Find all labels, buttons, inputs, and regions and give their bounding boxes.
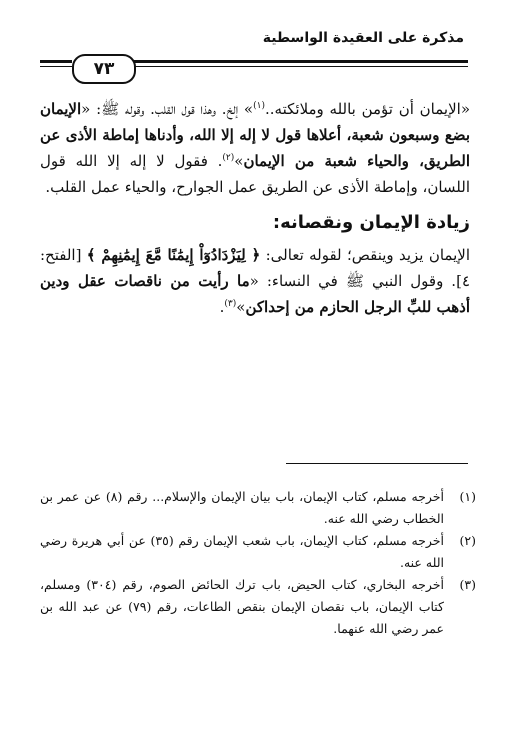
footnote-ref-1[interactable]: (١) — [253, 101, 265, 111]
text-run: الإيمان يزيد وينقص؛ لقوله تعالى: — [260, 246, 470, 264]
header-rule-left-thin — [40, 66, 72, 67]
paragraph-increase-decrease — [40, 242, 470, 320]
text-run: » — [236, 298, 246, 316]
text-run: «الإيمان أن تؤمن بالله وملائكته.. — [265, 100, 470, 118]
text-run: » إلخ. وهذا قول القلب. وقوله ﷺ: « — [81, 100, 254, 118]
header-rule-right-thin — [134, 66, 468, 67]
footnote-separator — [286, 463, 468, 464]
footnote-item — [40, 530, 476, 574]
footnote-text: أخرجه مسلم، كتاب الإيمان، باب بيان الإيمان والإسلام... رقم (٨) عن عمر بن الخطاب رضي الله عنه. — [40, 489, 444, 526]
quran-verse: ﴿ لِيَزْدَادُوٓاْ إِيمَٰنًا مَّعَ إِيمَٰنِهِمْ ﴾ — [86, 246, 261, 264]
text-run: [الفتح: ٤]. وقول النبي ﷺ في النساء: « — [40, 246, 470, 290]
hadith-quote-bold: الإيمان بضع وسبعون شعبة، أعلاها قول لا إله إلا الله، وأدناها إماطة الأذى عن الطريق، والحياء شعبة من الإيمان — [40, 100, 470, 170]
text-run: » — [234, 152, 244, 170]
footnote-ref-3[interactable]: (٣) — [224, 299, 237, 309]
main-text — [40, 96, 470, 320]
running-header-title: مذكرة على العقيدة الواسطية — [262, 30, 464, 46]
text-run: . فقول لا إله إلا الله قول اللسان، وإماطة الأذى عن الطريق عمل الجوارح، والحياء عمل القلب. — [40, 152, 470, 196]
footnote-ref-2[interactable]: (٢) — [222, 153, 235, 163]
footnote-text: أخرجه البخاري، كتاب الحيض، باب ترك الحائض الصوم، رقم (٣٠٤) ومسلم، كتاب الإيمان، باب نقصان الإيمان بنقص الطاعات، رقم (٧٩) عن عبد الله بن عمر رضي الله عنهما. — [40, 577, 445, 636]
section-heading: زيادة الإيمان ونقصانه: — [272, 212, 470, 233]
footnote-number: (١) — [459, 489, 476, 504]
footnote-item — [40, 574, 476, 640]
footnote-number: (٣) — [459, 577, 476, 592]
footnote-number: (٢) — [459, 533, 476, 548]
footnote-text: أخرجه مسلم، كتاب الإيمان، باب شعب الإيمان رقم (٣٥) عن أبي هريرة رضي الله عنه. — [40, 533, 444, 570]
footnote-item — [40, 486, 476, 530]
header-rule-right — [134, 60, 468, 63]
hadith-quote-bold: ما رأيت من ناقصات عقل ودين أذهب للبِّ الرجل الحازم من إحداكن — [40, 272, 470, 316]
footnotes-section — [40, 486, 476, 640]
text-run: . — [219, 298, 225, 316]
page-number: ٧٣ — [72, 54, 136, 84]
header-rule-left — [40, 60, 72, 63]
paragraph-hadith-iman — [40, 96, 470, 200]
